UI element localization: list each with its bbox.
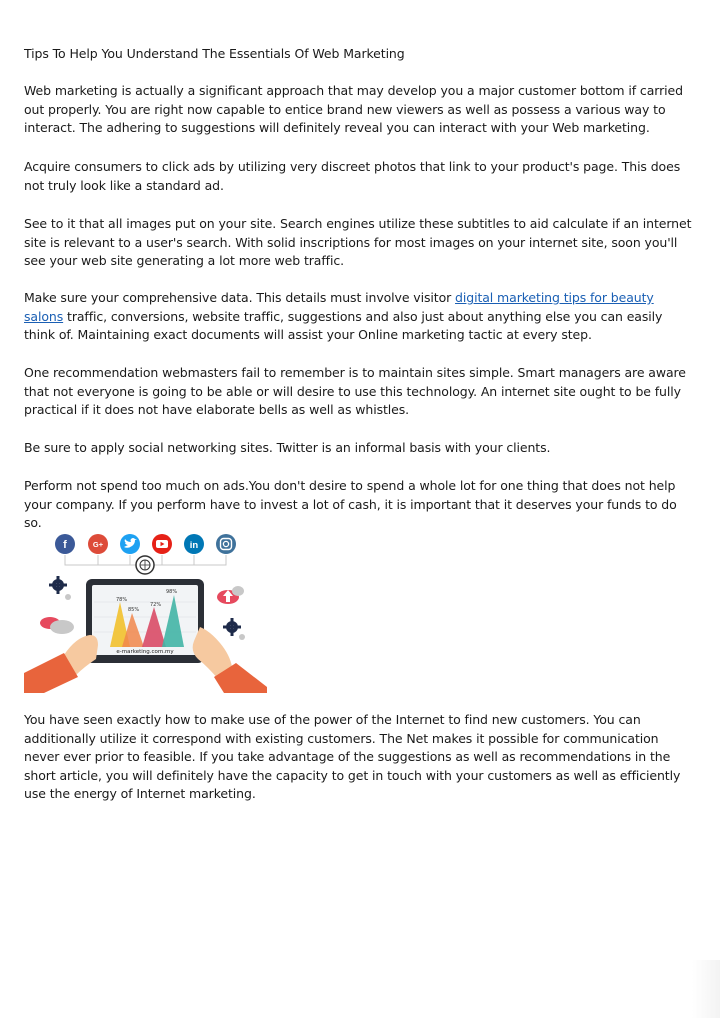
tablet-device [86,579,204,663]
peak-label: 72% [150,602,162,608]
beauty-salons-link[interactable]: digital marketing tips for beauty salons [24,290,654,324]
youtube-icon [152,534,172,554]
gear-icon [49,576,71,600]
facebook-icon [55,534,75,554]
paragraph-conclusion: You have seen exactly how to make use of the power of the Internet to find new customers. You can additionally utilize it correspond with existing customers. The Net makes it possible for communication never ever prior to feasible. If you take advantage of the suggestions as well as recommendations in the short article, you will definitely have the capacity to get in touch with your customers as well as efficiently use the energy of Internet marketing. [24,712,681,801]
paragraph-discreet-photos: Acquire consumers to click ads by utilizing very discreet photos that link to your product's page. This does not truly look like a standard ad. [24,159,681,193]
page-edge-shadow [692,960,720,1018]
instagram-icon [216,534,236,554]
paragraph-text-after-link: traffic, conversions, website traffic, suggestions and also just about anything else you can easily think of. Maintaining exact documents will assist your Online marketing tactic at every step. [24,308,663,342]
screen-caption: e-marketing.com.my [116,649,174,655]
paragraph-intro: Web marketing is actually a significant approach that may develop you a major customer bottom if carried out properly. You are right now capable to entice brand new viewers as well as possess a various way to interact. The adhering to suggestions will definitely reveal you can interact with your Web marketing. [24,83,683,135]
paragraph-social-networking: Be sure to apply social networking sites. Twitter is an informal basis with your clients. [24,440,551,455]
google-plus-icon [88,534,108,554]
peak-label: 98% [166,589,178,595]
paragraph-ad-spending: Perform not spend too much on ads.You don't desire to spend a whole lot for one thing that does not help your company. If you perform have to invest a lot of cash, it is important that it deserves your funds to do so. [24,478,677,530]
e-marketing-illustration [24,527,267,693]
svg-text:G+: G+ [92,540,104,549]
cloud-icon [40,617,74,634]
cloud-upload-icon [217,586,244,604]
paragraph-comprehensive-data [24,289,696,345]
paragraph-text-before-link: Make sure your comprehensive data. This details must involve visitor [24,290,456,305]
left-hand [24,635,98,693]
paragraph-keep-simple: One recommendation webmasters fail to remember is to maintain sites simple. Smart managers are aware that not everyone is going to be able or will desire to use this technology. An internet site ought to be fully practical if it does not have elaborate bells as well as whistles. [24,365,686,417]
svg-text:in: in [189,540,199,551]
paragraph-image-captions: See to it that all images put on your site. Search engines utilize these subtitles to aid calculate if an internet site is relevant to a user's search. With solid inscriptions for most images on your internet site, soon you'll see your web site generating a lot more web traffic. [24,216,692,268]
svg-text:f: f [63,539,67,551]
right-hand [193,627,267,693]
linkedin-icon [184,534,204,554]
document-title: Tips To Help You Understand The Essentials Of Web Marketing [24,46,405,61]
gear-icon [223,618,245,640]
peak-label: 85% [128,607,140,613]
twitter-icon [120,534,140,554]
globe-icon [136,556,154,574]
peak-label: 78% [116,597,128,603]
instagram-icon-circle [216,534,236,554]
